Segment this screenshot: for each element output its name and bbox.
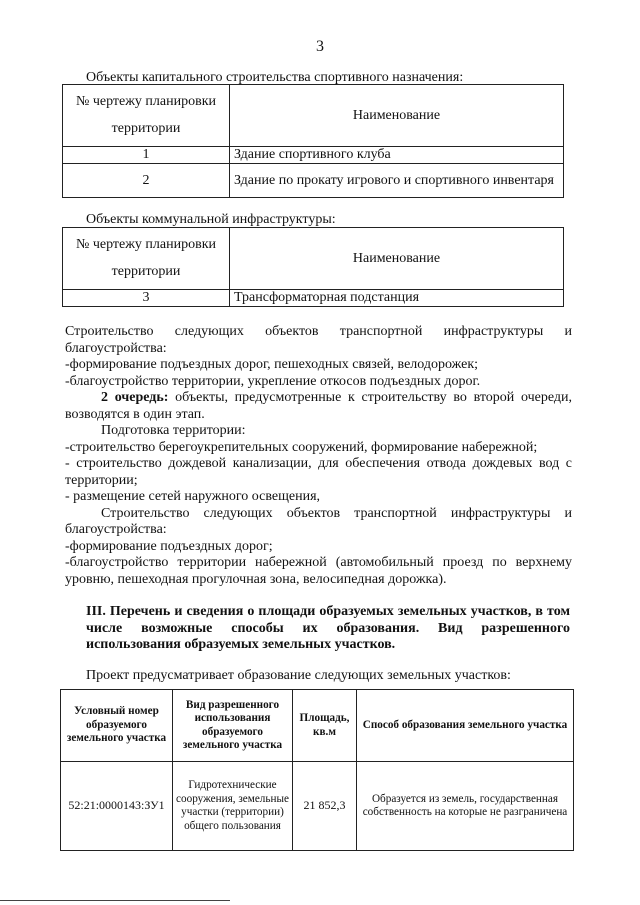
table-header-row — [63, 228, 564, 290]
header-plot-number: Условный номер образуемого земельного участка — [61, 690, 173, 762]
header-drawing-number: № чертежу планировки территории — [63, 228, 230, 290]
paragraph: -строительство берегоукрепительных сооружений, формирование набережной; — [65, 439, 538, 455]
paragraph-second-stage — [65, 390, 572, 423]
paragraph: - размещение сетей наружного освещения, — [65, 489, 321, 504]
cell-number: 1 — [63, 147, 230, 164]
paragraph: -благоустройство территории, укрепление откосов подъездных дорог. — [65, 373, 481, 389]
body-text — [65, 324, 572, 588]
sport-objects-table — [62, 84, 564, 198]
second-stage-label: 2 очередь: — [101, 390, 169, 405]
header-permitted-use: Вид разрешенного использования образуемого земельного участка — [173, 690, 293, 762]
paragraph: Строительство следующих объектов транспортной инфраструктуры и благоустройства: — [65, 505, 572, 537]
table-row — [63, 164, 564, 198]
header-area: Площадь, кв.м — [293, 690, 357, 762]
section-3-heading: III. Перечень и сведения о площади образуемых земельных участков, в том числе возможные способы их образования. Вид разрешенного использования образуемых земельных участков. — [86, 604, 570, 652]
header-name: Наименование — [230, 85, 564, 147]
land-plots-table — [60, 689, 574, 851]
table-row — [61, 762, 574, 851]
paragraph: Подготовка территории: — [101, 423, 246, 438]
header-name: Наименование — [230, 228, 564, 290]
paragraph: - строительство дождевой канализации, для обеспечения отвода дождевых вод с территории; — [65, 456, 572, 488]
table-row — [63, 147, 564, 164]
table-row — [63, 290, 564, 307]
cell-plot-number: 52:21:0000143:ЗУ1 — [61, 762, 173, 851]
cell-permitted-use: Гидротехнические сооружения, земельные участки (территории) общего пользования — [173, 762, 293, 851]
cell-name: Трансформаторная подстанция — [230, 290, 564, 307]
table-header-row — [61, 690, 574, 762]
cell-formation-method: Образуется из земель, государственная собственность на которые не разграничена — [357, 762, 574, 851]
cell-name: Здание спортивного клуба — [230, 147, 564, 164]
header-drawing-number: № чертежу планировки территории — [63, 85, 230, 147]
communal-objects-caption: Объекты коммунальной инфраструктуры: — [86, 212, 336, 227]
second-stage-text: объекты, предусмотренные к строительству во второй очереди, возводятся в один этап. — [65, 390, 572, 422]
cell-number: 2 — [63, 164, 230, 198]
page-number: 3 — [316, 38, 324, 55]
footer-divider — [0, 900, 230, 901]
cell-area: 21 852,3 — [293, 762, 357, 851]
paragraph: -благоустройство территории набережной (автомобильный проезд по верхнему уровню, пешеходная прогулочная зона, велосипедная дорожка). — [65, 555, 572, 587]
sport-objects-caption: Объекты капитального строительства спортивного назначения: — [86, 70, 464, 85]
cell-number: 3 — [63, 290, 230, 307]
paragraph: Строительство следующих объектов транспортной инфраструктуры и благоустройства: — [65, 324, 572, 356]
header-formation-method: Способ образования земельного участка — [357, 690, 574, 762]
communal-objects-table — [62, 227, 564, 307]
cell-name: Здание по прокату игрового и спортивного инвентаря — [230, 164, 564, 198]
paragraph: -формирование подъездных дорог, пешеходных связей, велодорожек; — [65, 357, 479, 372]
section-3-intro: Проект предусматривает образование следующих земельных участков: — [86, 668, 511, 683]
paragraph: -формирование подъездных дорог; — [65, 538, 273, 554]
table-header-row — [63, 85, 564, 147]
